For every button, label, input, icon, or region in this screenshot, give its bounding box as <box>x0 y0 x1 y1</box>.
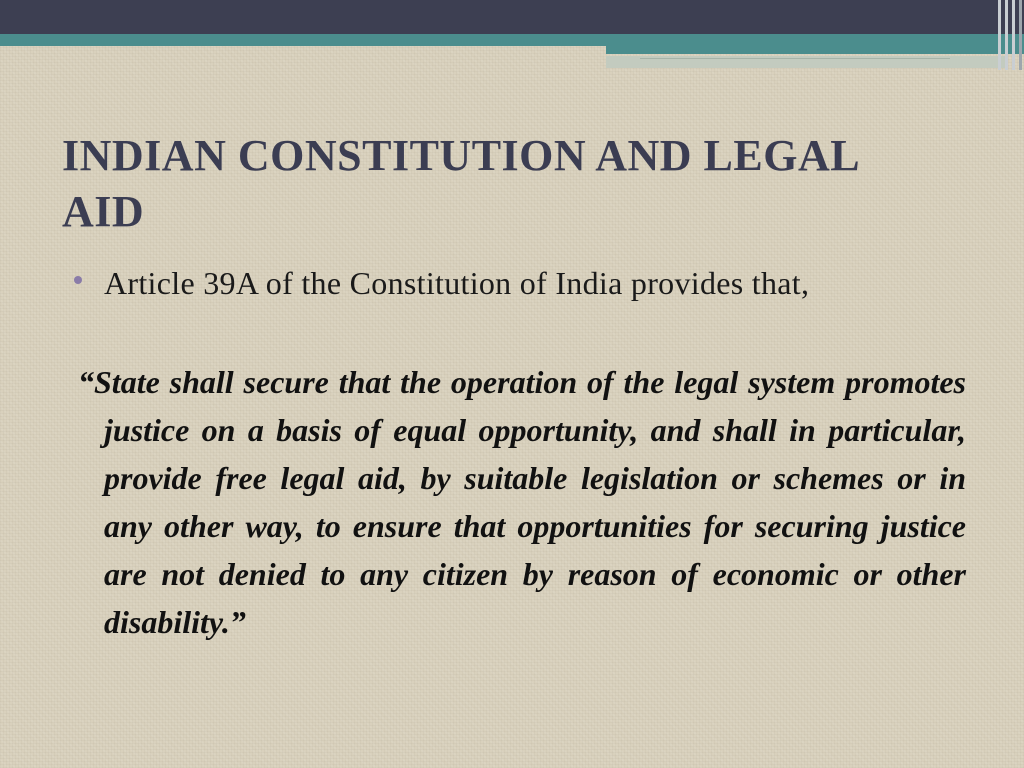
header-teal-tab <box>606 44 1024 54</box>
header-divider-line <box>640 58 950 59</box>
bullet-text: Article 39A of the Constitution of India provides that, <box>104 265 810 301</box>
bullet-item <box>74 260 964 306</box>
slide-title: INDIAN CONSTITUTION AND LEGAL AID <box>62 131 858 236</box>
header-edge-ribs <box>996 0 1024 70</box>
bullet-dot-icon <box>74 276 82 284</box>
constitution-quote: “State shall secure that the operation of the legal system promotes justice on a basis of equal opportunity, and shall in particular, provide free legal aid, by suitable legislation or schemes or in any other way, to ensure that opportunities for securing justice are not denied to any citizen by reason of economic or other disability.” <box>78 364 966 640</box>
header-dark-bar <box>0 0 1024 34</box>
